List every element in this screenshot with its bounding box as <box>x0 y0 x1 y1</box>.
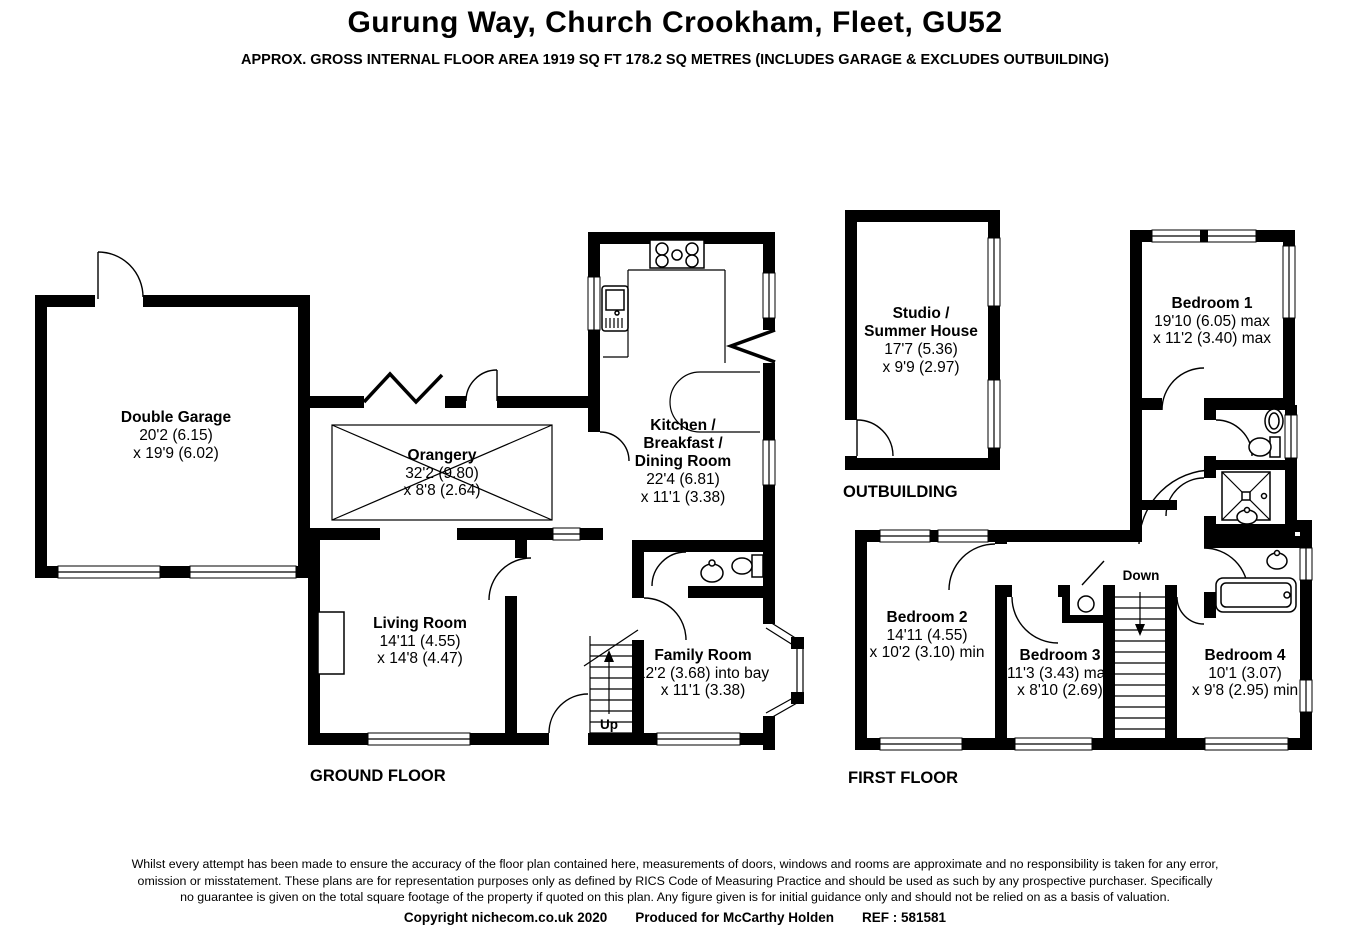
disclaimer-line: no guarantee is given on the total square footage of the property if quoted on this plan. Any figure given is for initial guidance only and should not be relied on as a basis of valuation. <box>180 890 1170 904</box>
room-label: Dining Room <box>634 453 732 470</box>
room-dim: 20'2 (6.15) <box>139 427 213 444</box>
stairs-down-label: Down <box>1122 568 1160 583</box>
room-dim: x 8'8 (2.64) <box>403 482 481 499</box>
disclaimer-line: omission or misstatement. These plans are for representation purposes only as defined by RICS Code of Measuring Practice and should be used as such by any prospective purchaser. Specifically <box>137 873 1213 888</box>
ground-floor-label: GROUND FLOOR <box>310 767 446 785</box>
bedroom3-door-arc <box>1012 597 1058 643</box>
outbuilding-door-arc <box>857 420 893 456</box>
outbuilding-label: OUTBUILDING <box>843 483 958 501</box>
room-dim: 22'4 (6.81) <box>646 471 720 488</box>
room-label: Kitchen / <box>650 417 716 434</box>
ensuite-door-arc <box>1216 420 1252 456</box>
bedroom1-door-arc <box>1162 368 1204 410</box>
room-dim: 11'3 (3.43) max <box>1006 665 1114 682</box>
front-door-arc <box>549 694 588 733</box>
bay-window <box>766 622 804 719</box>
bedroom2-door-arc <box>949 544 995 590</box>
room-dim: x 14'8 (4.47) <box>377 650 463 667</box>
disclaimer-text <box>0 856 1350 906</box>
room-label: Family Room <box>654 647 752 664</box>
room-dim: x 9'8 (2.95) min <box>1191 682 1299 699</box>
wc-door-arc <box>652 552 686 586</box>
room-label: Breakfast / <box>643 435 723 452</box>
family-room-door-arc <box>644 598 686 640</box>
kitchen-door-arc <box>600 432 629 461</box>
room-dim: 10'1 (3.07) <box>1208 665 1282 682</box>
stairs-down <box>1115 592 1165 729</box>
mid-wall <box>300 528 603 558</box>
outbuilding-plan <box>845 210 1000 470</box>
room-dim: 14'11 (4.55) <box>379 633 461 650</box>
family-room-walls <box>644 716 775 750</box>
kitchen-door-chevron <box>731 330 775 362</box>
room-label: Living Room <box>373 615 467 632</box>
room-dim: x 8'10 (2.69) <box>1017 682 1103 699</box>
room-label: Double Garage <box>120 409 232 426</box>
room-dim: 32'2 (9.80) <box>405 465 479 482</box>
ensuite-sink-icon <box>1265 409 1283 433</box>
disclaimer-line: Whilst every attempt has been made to ensure the accuracy of the floor plan contained here, measurements of doors, windows and rooms are approximate and no responsibility is taken for any error, <box>131 857 1219 871</box>
room-dim: 14'11 (4.55) <box>886 627 968 644</box>
room-label: Bedroom 4 <box>1204 647 1286 664</box>
room-label: Summer House <box>864 323 978 340</box>
bedroom4-door-arc <box>1177 597 1204 624</box>
sink-icon <box>602 286 628 331</box>
room-label: Bedroom 1 <box>1171 295 1253 312</box>
room-dim: 19'10 (6.05) max <box>1154 313 1270 330</box>
room-dim: x 11'1 (3.38) <box>660 682 746 699</box>
copyright-text: Copyright nichecom.co.uk 2020 <box>403 910 608 925</box>
page-title: Gurung Way, Church Crookham, Fleet, GU52 <box>347 6 1003 39</box>
garage-door-arc <box>98 252 143 299</box>
room-dim: x 19'9 (6.02) <box>133 445 219 462</box>
chimney-breast <box>318 612 344 674</box>
first-floor-label: FIRST FLOOR <box>848 769 958 787</box>
shower-room-door-arc <box>1166 478 1204 516</box>
room-label: Studio / <box>892 305 950 322</box>
hob-icon <box>650 240 704 268</box>
wc-basin-icon <box>701 560 723 582</box>
cylinder-icon <box>1078 596 1094 612</box>
room-dim: x 9'9 (2.97) <box>882 359 960 376</box>
room-label: Bedroom 3 <box>1019 647 1101 664</box>
living-room-door-arc <box>489 558 531 600</box>
page-subtitle: APPROX. GROSS INTERNAL FLOOR AREA 1919 SQ FT 178.2 SQ METRES (INCLUDES GARAGE & EXCLUDES OUTBUILDING) <box>241 52 1109 68</box>
room-dim: x 11'1 (3.38) <box>640 489 726 506</box>
room-dim: 12'2 (3.68) into bay <box>636 665 770 682</box>
wc-toilet-icon <box>732 555 763 577</box>
room-dim: 17'7 (5.36) <box>884 341 958 358</box>
room-dim: x 10'2 (3.10) min <box>869 644 985 661</box>
ref-text: REF : 581581 <box>862 910 947 925</box>
copyright-line <box>0 910 1350 925</box>
house-top-wall <box>310 370 588 408</box>
room-label: Orangery <box>407 447 477 464</box>
stairs-up-label: Up <box>600 717 618 732</box>
room-label: Bedroom 2 <box>886 609 968 626</box>
bathroom-basin-icon <box>1267 551 1287 570</box>
hall-walls <box>530 540 686 745</box>
room-dim: x 11'2 (3.40) max <box>1152 330 1272 347</box>
ensuite-toilet-icon <box>1249 437 1280 457</box>
bath-icon <box>1216 578 1296 612</box>
produced-for-text: Produced for McCarthy Holden <box>635 910 835 925</box>
